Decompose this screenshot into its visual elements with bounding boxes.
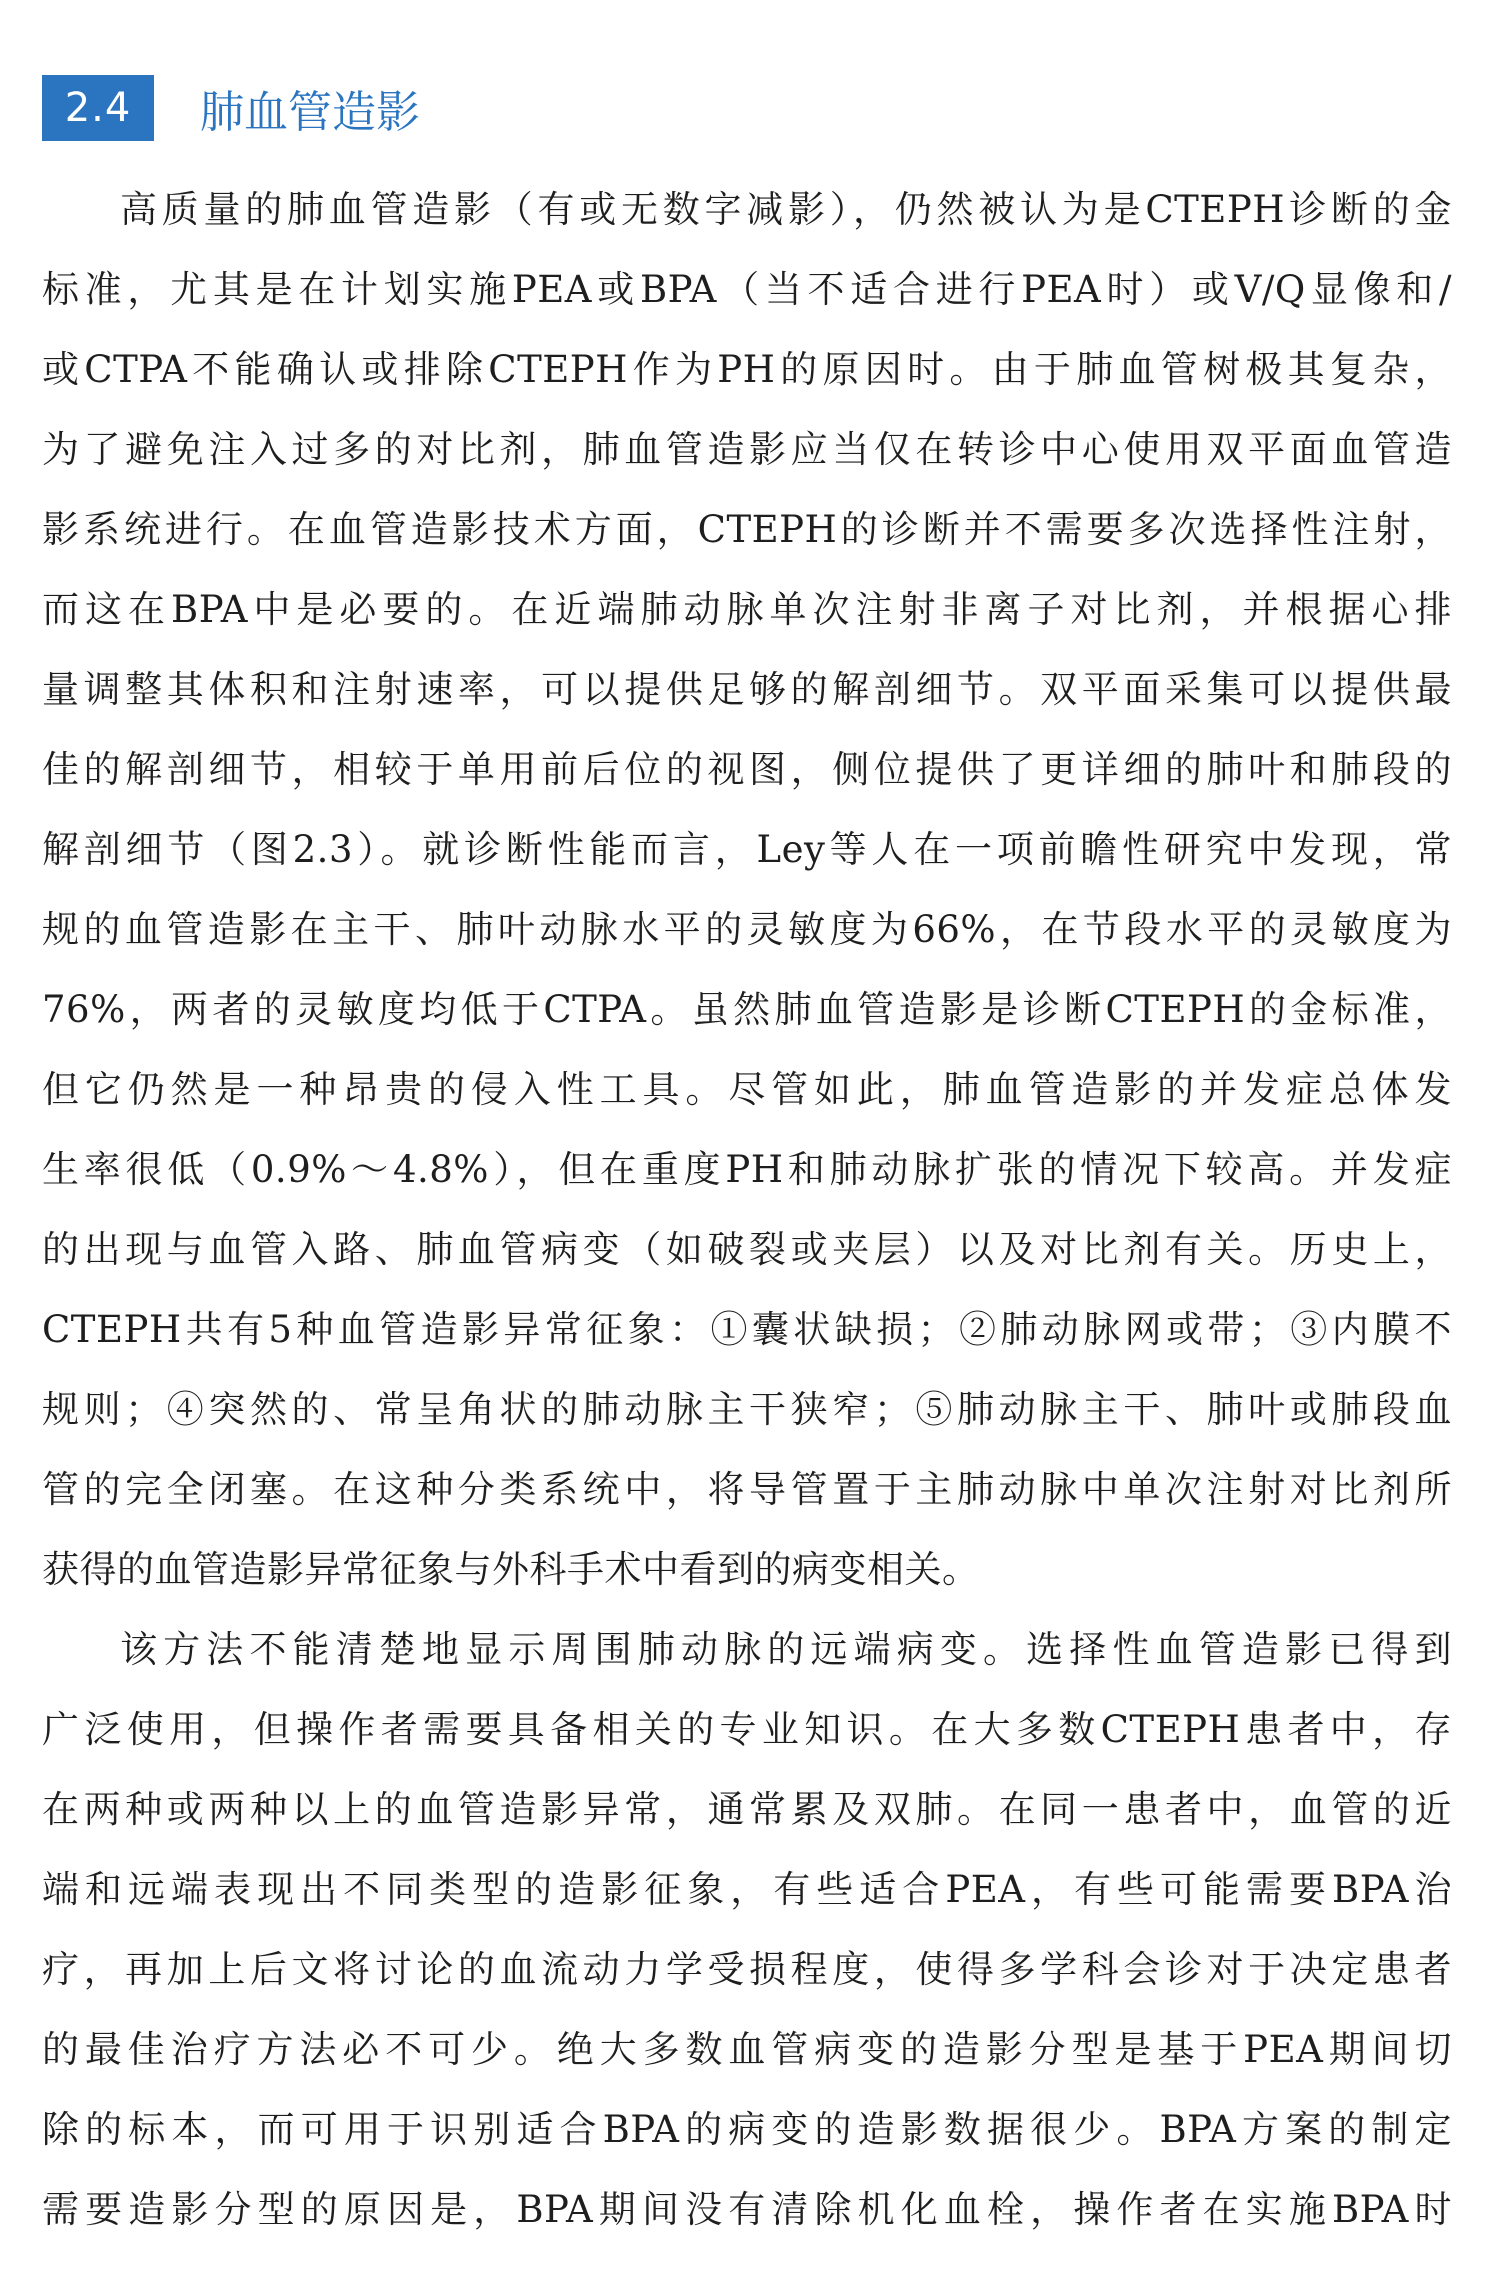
body-text — [42, 170, 1452, 2250]
text-line: 的出现与血管入路、肺血管病变（如破裂或夹层）以及对比剂有关。历史上， — [42, 1228, 1452, 1271]
text-line: 端和远端表现出不同类型的造影征象，有些适合PEA，有些可能需要BPA治 — [42, 1868, 1452, 1911]
text-line: 量调整其体积和注射速率，可以提供足够的解剖细节。双平面采集可以提供最 — [42, 668, 1452, 711]
text-line: 规的血管造影在主干、肺叶动脉水平的灵敏度为66%，在节段水平的灵敏度为 — [42, 908, 1452, 951]
text-line: 76%，两者的灵敏度均低于CTPA。虽然肺血管造影是诊断CTEPH的金标准， — [42, 988, 1452, 1031]
text-line: 影系统进行。在血管造影技术方面，CTEPH的诊断并不需要多次选择性注射， — [42, 508, 1452, 551]
text-line: 或CTPA不能确认或排除CTEPH作为PH的原因时。由于肺血管树极其复杂， — [42, 348, 1452, 391]
text-line: 而这在BPA中是必要的。在近端肺动脉单次注射非离子对比剂，并根据心排 — [42, 588, 1452, 631]
text-line: 规则；④突然的、常呈角状的肺动脉主干狭窄；⑤肺动脉主干、肺叶或肺段血 — [42, 1388, 1452, 1431]
text-line: 除的标本，而可用于识别适合BPA的病变的造影数据很少。BPA方案的制定 — [42, 2108, 1452, 2151]
text-line: 管的完全闭塞。在这种分类系统中，将导管置于主肺动脉中单次注射对比剂所 — [42, 1468, 1452, 1511]
paragraph — [42, 170, 1452, 1610]
paragraph — [42, 1610, 1452, 2250]
text-line: 标准，尤其是在计划实施PEA或BPA（当不适合进行PEA时）或V/Q显像和/ — [42, 268, 1452, 311]
text-line: 的最佳治疗方法必不可少。绝大多数血管病变的造影分型是基于PEA期间切 — [42, 2028, 1452, 2071]
text-line: 佳的解剖细节，相较于单用前后位的视图，侧位提供了更详细的肺叶和肺段的 — [42, 748, 1452, 791]
text-line: 但它仍然是一种昂贵的侵入性工具。尽管如此，肺血管造影的并发症总体发 — [42, 1068, 1452, 1111]
text-line: 该方法不能清楚地显示周围肺动脉的远端病变。选择性血管造影已得到 — [120, 1628, 1452, 1671]
text-line: 需要造影分型的原因是，BPA期间没有清除机化血栓，操作者在实施BPA时 — [42, 2188, 1452, 2231]
text-line: CTEPH共有5种血管造影异常征象：①囊状缺损；②肺动脉网或带；③内膜不 — [42, 1308, 1452, 1351]
text-line: 解剖细节（图2.3）。就诊断性能而言，Ley等人在一项前瞻性研究中发现，常 — [42, 828, 1452, 871]
text-line: 在两种或两种以上的血管造影异常，通常累及双肺。在同一患者中，血管的近 — [42, 1788, 1452, 1831]
text-line: 获得的血管造影异常征象与外科手术中看到的病变相关。 — [42, 1548, 980, 1591]
text-line: 广泛使用，但操作者需要具备相关的专业知识。在大多数CTEPH患者中，存 — [42, 1708, 1452, 1751]
text-line: 疗，再加上后文将讨论的血流动力学受损程度，使得多学科会诊对于决定患者 — [42, 1948, 1452, 1991]
section-number-badge: 2.4 — [42, 75, 154, 141]
section-header — [42, 75, 420, 141]
text-line: 生率很低（0.9%～4.8%），但在重度PH和肺动脉扩张的情况下较高。并发症 — [42, 1148, 1452, 1191]
text-line: 高质量的肺血管造影（有或无数字减影），仍然被认为是CTEPH诊断的金 — [120, 188, 1452, 231]
section-title: 肺血管造影 — [200, 87, 420, 138]
text-line: 为了避免注入过多的对比剂，肺血管造影应当仅在转诊中心使用双平面血管造 — [42, 428, 1452, 471]
